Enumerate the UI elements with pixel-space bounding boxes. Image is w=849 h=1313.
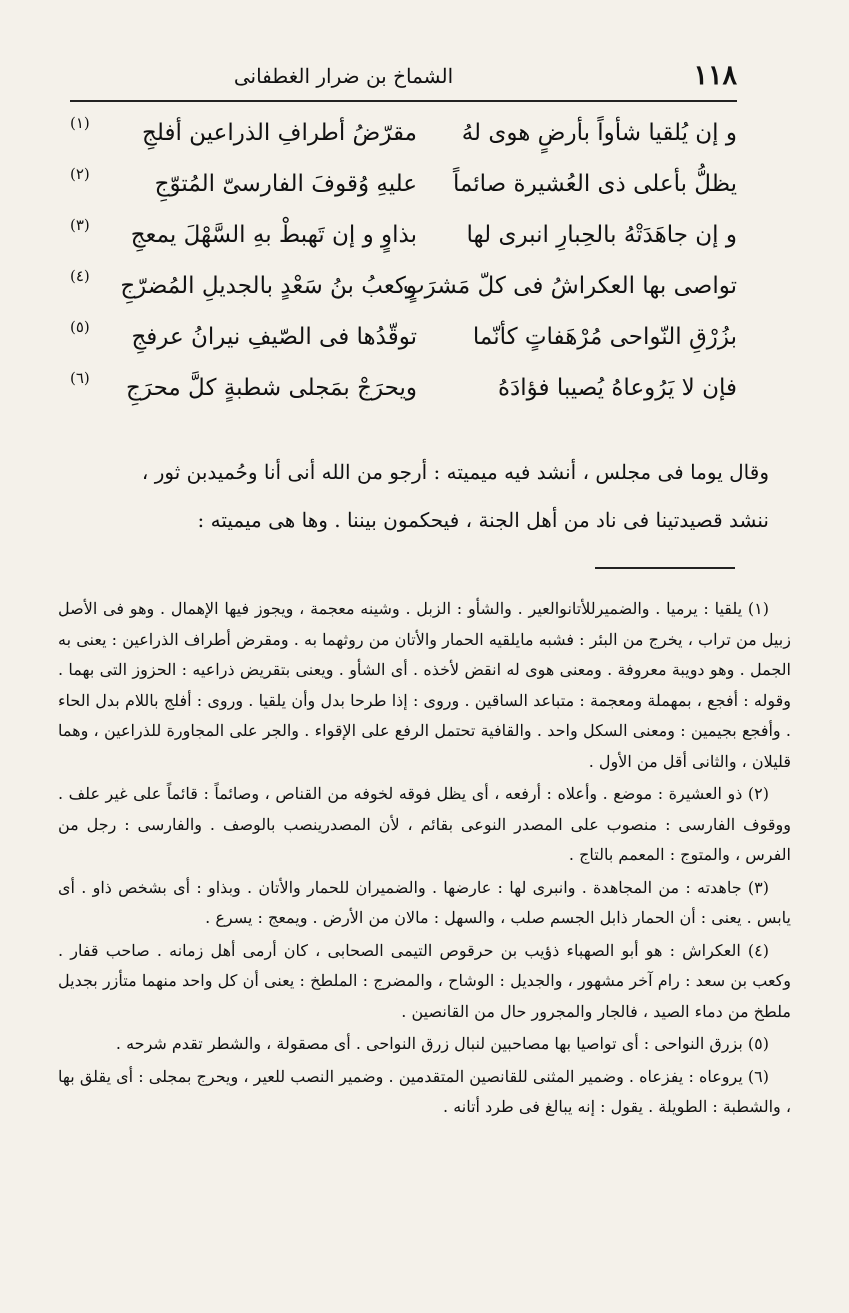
verse [70, 265, 737, 316]
footnote-marker: (٦) [70, 369, 90, 387]
prose-line: وقال يوما فى مجلس ، أنشد فيه ميميته : أرجو من الله أنى أنا وحُميدبن ثور ، [141, 460, 769, 484]
poem [70, 112, 737, 418]
verse-second-hemistich: بذاوٍ و إن تَهبطْ بهِ السَّهْلَ يمعجِ [130, 222, 417, 248]
footnote-divider [595, 567, 735, 569]
verse [70, 214, 737, 265]
footnote: (٥) بزرق النواحى : أى تواصيا بها مصاحبين لنبال زرق النواحى . أى مصقولة ، والشطر تقدم شرحه . [115, 1034, 769, 1053]
verse-first-hemistich: بزُرْقِ النّواحى مُرْهَفاتٍ كأنّما [472, 324, 737, 350]
verse-second-hemistich: توقّدُها فى الصّيفِ نيرانُ عرفجِ [131, 324, 417, 350]
footnote: (١) يلقيا : يرميا . والضميرللأتانوالعير . والشأو : الزبل . وشينه معجمة ، ويجوز فيها الإهمال . وهو فى الأصل زبيل من تراب ، يخرج من البئر : فشبه مايلقيه الحمار والأتان من روثهما به . ومقرض أطراف الذراعين : يعنى به الجمل . وهو دويبة معروفة . ومعنى هوى له انقض لأخذه . أى الشأو . ويعنى بتقريض ذراعيه : الحزوز التى بهما . وقوله : أفجع ، بمهملة ومعجمة : متباعد الساقين . وروى : إذا طرحا بدل وأن يلقيا . وروى : أفلج باللام بدل الحاء . وأفجع بجيمين : ومعنى السكل واحد . والقافية تحتمل الرفع على الإقواء . والجر على المجاورة للذراعين ، وهما قليلان ، والثانى أقل من الأول . [58, 599, 791, 771]
footnote: (٦) يروعاه : يفزعاه . وضمير المثنى للقانصين المتقدمين . وضمير النصب للعير ، ويحرج بمجلى : أى يقلق بها ، والشطبة : الطويلة . يقول : إنه يبالغ فى طرد أتانه . [58, 1066, 791, 1116]
header-divider [70, 100, 737, 102]
page-number: ١١٨ [693, 60, 737, 91]
prose-paragraph [70, 448, 769, 544]
verse [70, 367, 737, 418]
page-header [70, 58, 737, 102]
footnote: (٢) ذو العشيرة : موضع . وأعلاه : أرفعه ، أى يظل فوقه لخوفه من القناص ، وصائماً : قائماً على غير علف . ووقوف الفارسى : منصوب على المصدر النوعى بقائم ، لأن المصدرينصب بالوصف . والفارسى : رجل من الفرس ، والمتوج : المعمم بالتاج . [58, 784, 791, 864]
prose-line: ننشد قصيدتينا فى ناد من أهل الجنة ، فيحكمون بيننا . وها هى ميميته : [197, 508, 769, 532]
footnote-marker: (٢) [70, 165, 90, 183]
footnote-marker: (٥) [70, 318, 90, 336]
footnote: (٣) جاهدته : من المجاهدة . وانبرى لها : عارضها . والضميران للحمار والأتان . وبذاو : أى بشخص ذاو . أى يابس . يعنى : أن الحمار ذابل الجسم صلب ، والسهل : مالان من الأرض . ويمعج : يسرع . [58, 877, 791, 927]
verse-second-hemistich: ويحرَجْ بمَجلى شطبةٍ كلَّ محرَجِ [126, 375, 417, 401]
running-title: الشماخ بن ضرار الغطفانى [233, 64, 454, 88]
verse-second-hemistich: مقرّضُ أطرافِ الذراعين أفلجِ [142, 120, 417, 146]
footnote-marker: (٣) [70, 216, 90, 234]
footnote-marker: (١) [70, 114, 90, 132]
footnote: (٤) العكراش : هو أبو الصهباء ذؤيب بن حرقوص التيمى الصحابى ، كان أرمى أهل زمانه . صاحب قفار . وكعب بن سعد : رام آخر مشهور ، والجديل : الوشاح ، والمضرج : الملطخ : يعنى أن كل واحد منهما متأزر بجديل ملطخ من دماء الصيد ، فالجار والمجرور حال من القانصين . [58, 940, 791, 1021]
verse-first-hemistich: فإن لا يَرُوعاهُ يُصيبا فؤادَهُ [497, 375, 737, 401]
verse-second-hemistich: عليهِ وُقوفَ الفارسىّ المُتوّجِ [154, 171, 417, 197]
footnote-marker: (٤) [70, 267, 90, 285]
verse-second-hemistich: وكعبُ بنُ سَعْدٍ بالجديلِ المُضرّجِ [120, 273, 417, 299]
verse-first-hemistich: يظلُّ بأعلى ذى العُشيرة صائماً [452, 171, 737, 197]
verse-first-hemistich: و إن يُلقيا شأواً بأرضٍ هوى لهُ [461, 120, 737, 146]
verse [70, 316, 737, 367]
verse-first-hemistich: تواصى بها العكراشُ فى كلّ مَشرَبٍ [402, 273, 737, 299]
footnotes [58, 594, 791, 1125]
verse [70, 163, 737, 214]
verse-first-hemistich: و إن جاهَدَتْهُ بالحِبارِ انبرى لها [466, 222, 737, 248]
verse [70, 112, 737, 163]
